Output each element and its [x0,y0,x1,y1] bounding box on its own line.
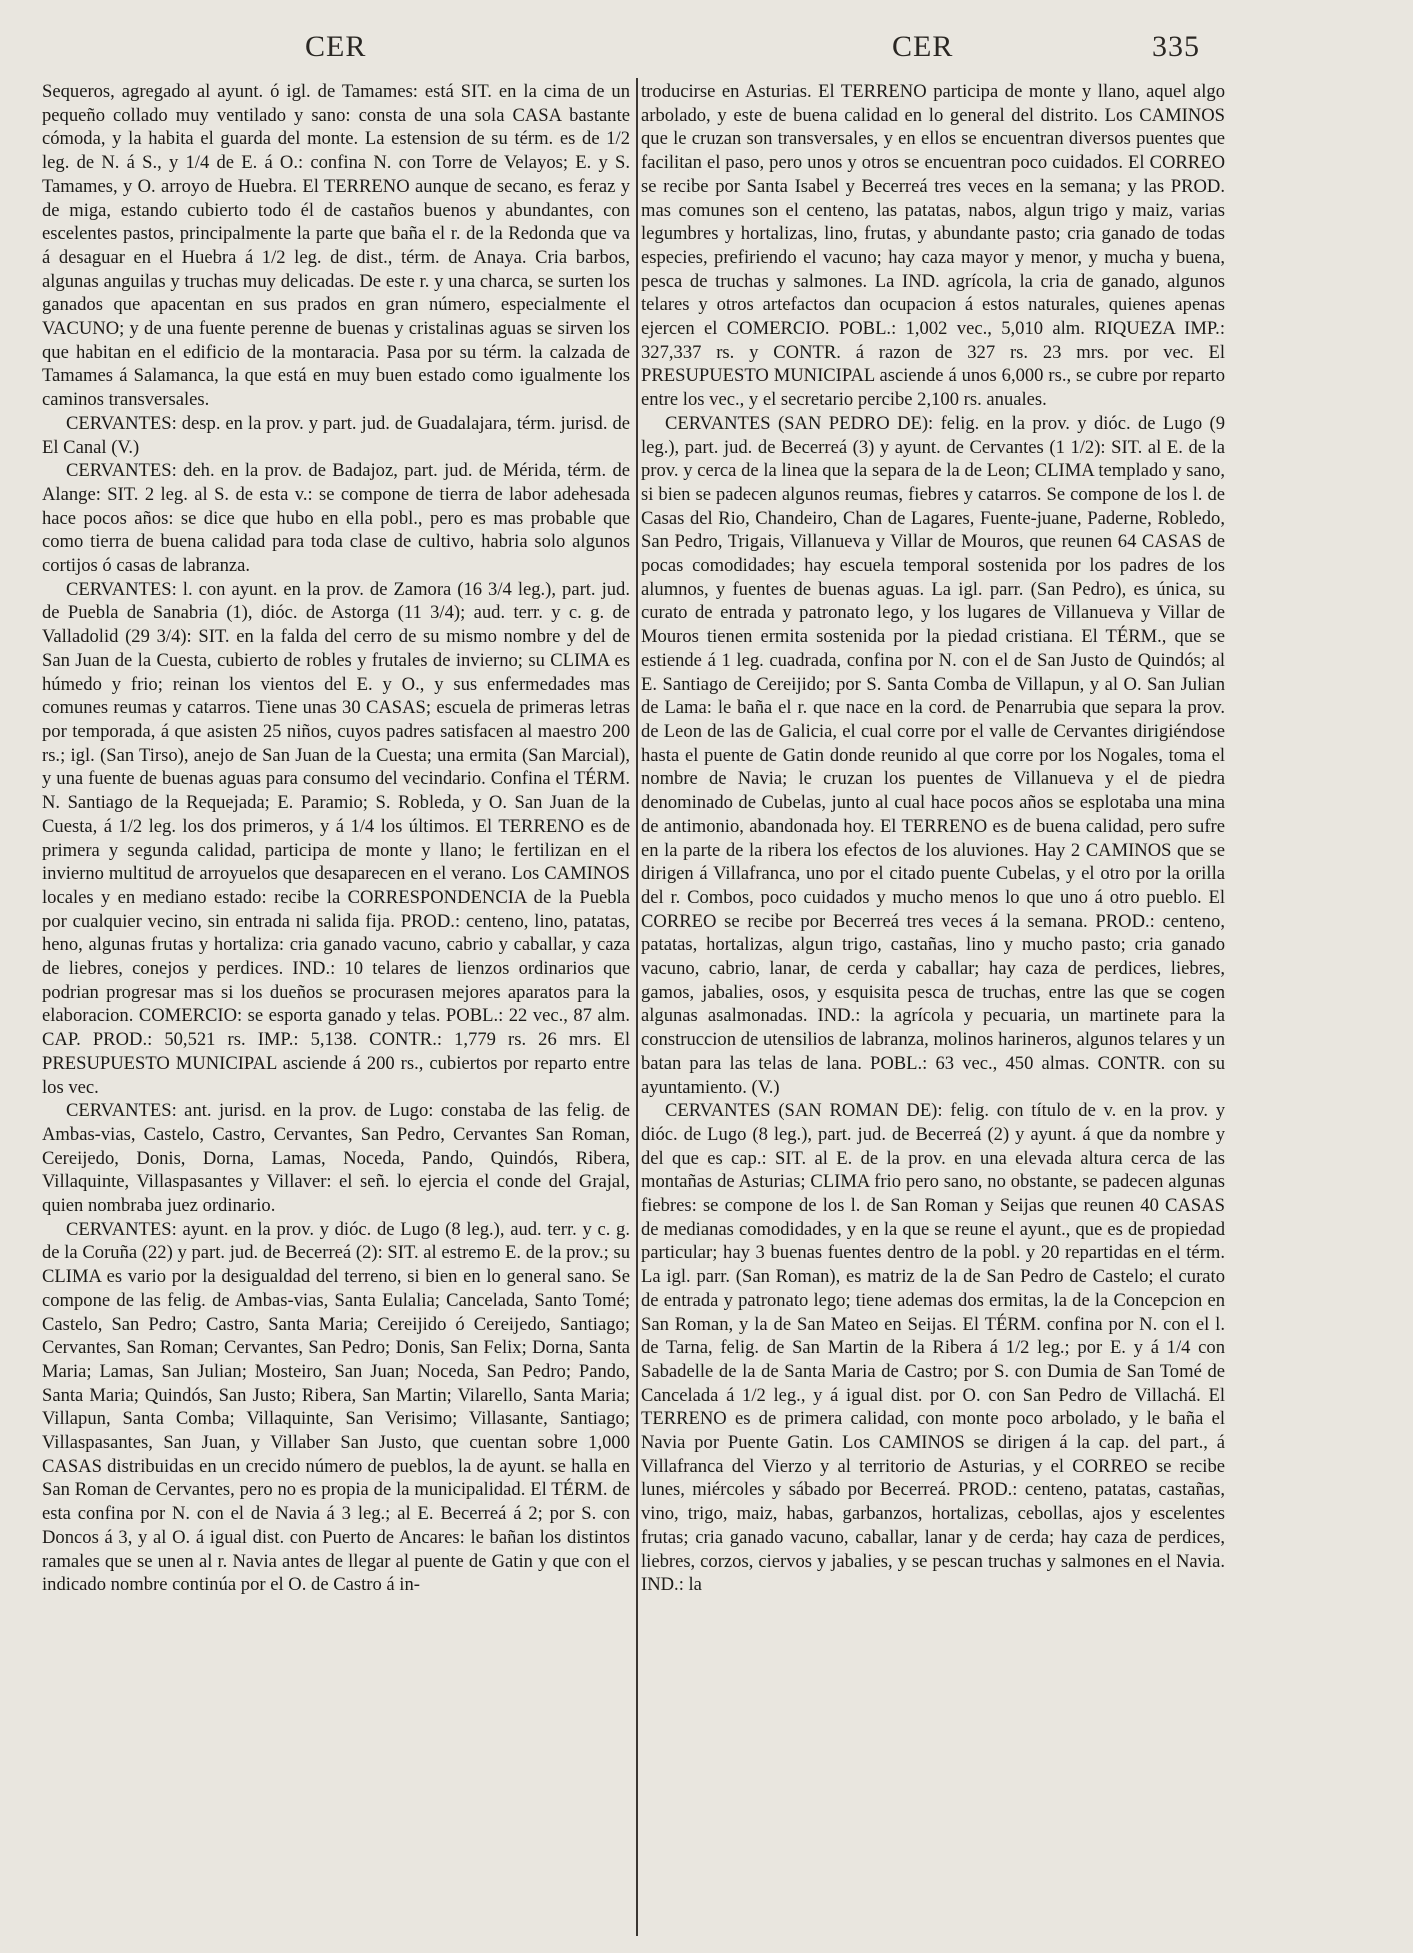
left-column [42,80,630,1597]
page-number: 335 [1152,30,1200,63]
entry-cervantes-zamora: CERVANTES: l. con ayunt. en la prov. de Zamora (16 3/4 leg.), part. jud. de Puebla de Sanabria (1), dióc. de Astorga (11 3/4); aud. terr. y c. g. de Valladolid (29 3/4): SIT. en la falda del cerro de su mismo nombre y del de San Juan de la Cuesta, cubierto de robles y frutales de invierno; su CLIMA es húmedo y frio; reinan los vientos del E. y O., y sus enfermedades mas comunes reumas y catarros. Tiene unas 30 CASAS; escuela de primeras letras por temporada, á que asisten 25 niños, cuyos padres satisfacen al maestro 200 rs.; igl. (San Tirso), anejo de San Juan de la Cuesta; una ermita (San Marcial), y una fuente de buenas aguas para consumo del vecindario. Confina el TÉRM. N. Santiago de la Requejada; E. Paramio; S. Robleda, y O. San Juan de la Cuesta, á 1/2 leg. los dos primeros, y á 1/4 los últimos. El TERRENO es de primera y segunda calidad, participa de monte y llano; le fertilizan en el invierno multitud de arroyuelos que desaparecen en el verano. Los CAMINOS locales y en mediano estado: recibe la CORRESPONDENCIA de la Puebla por cualquier vecino, sin entrada ni salida fija. PROD.: centeno, lino, patatas, heno, algunas frutas y hortaliza: cria ganado vacuno, cabrio y caballar, y caza de liebres, conejos y perdices. IND.: 10 telares de lienzos ordinarios que podrian progresar mas si los dueños se procurasen mejores aparatos para la elaboracion. COMERCIO: se esporta ganado y telas. POBL.: 22 vec., 87 alm. CAP. PROD.: 50,521 rs. IMP.: 5,138. CONTR.: 1,779 rs. 26 mrs. El PRESUPUESTO MUNICIPAL asciende á 200 rs., cubiertos por reparto entre los vec. [42,578,630,1098]
running-head-left: CER [305,30,367,63]
column-divider [636,78,638,1936]
entry-cervantes-san-roman: CERVANTES (SAN ROMAN DE): felig. con título de v. en la prov. y dióc. de Lugo (8 leg.), part. jud. de Becerreá (2) y ayunt. á que da nombre y del que es cap.: SIT. al E. de la prov. en una elevada altura cerca de las montañas de Asturias; CLIMA frio pero sano, no obstante, se padecen algunas fiebres: se compone de los l. de San Roman y Seijas que reunen 40 CASAS de medianas comodidades, y en la que se reune el ayunt., que es de propiedad particular; hay 3 buenas fuentes dentro de la pobl. y 20 repartidas en el térm. La igl. parr. (San Roman), es matriz de la de San Pedro de Castelo; el curato de entrada y patronato lego; tiene ademas dos ermitas, la de la Concepcion en San Roman, y la de San Mateo en Seijas. El TÉRM. confina por N. con el l. de Tarna, felig. de San Martin de la Ribera á 1/2 leg.; por E. y á 1/4 con Sabadelle de la de Santa Maria de Castro; por S. con Dumia de San Tomé de Cancelada á 1/2 leg., y á igual dist. por O. con San Pedro de Villachá. El TERRENO es de primera calidad, con monte poco arbolado, y le baña el Navia por Puente Gatin. Los CAMINOS se dirigen á la cap. del part., á Villafranca del Vierzo y al territorio de Asturias, y el CORREO se recibe lunes, miércoles y sábado por Becerreá. PROD.: centeno, patatas, castañas, vino, trigo, maiz, habas, garbanzos, hortalizas, cebollas, ajos y escelentes frutas; cria ganado vacuno, caballar, lanar y de cerda; hay caza de perdices, liebres, corzos, ciervos y jabalies, y se pescan truchas y salmones en el Navia. IND.: la [641,1100,1225,1596]
entry-cervantes-san-pedro: CERVANTES (SAN PEDRO DE): felig. en la prov. y dióc. de Lugo (9 leg.), part. jud. de Becerreá (3) y ayunt. de Cervantes (1 1/2): SIT. al E. de la prov. y cerca de la linea que la separa de la de Leon; CLIMA templado y sano, si bien se padecen algunos reumas, fiebres y catarros. Se compone de los l. de Casas del Rio, Chandeiro, Chan de Lagares, Fuente-juane, Paderne, Robledo, San Pedro, Trigais, Villanueva y Villar de Mouros, que reunen 64 CASAS de pocas comodidades; hay escuela temporal sostenida por los padres de los alumnos, y fuentes de buenas aguas. La igl. parr. (San Pedro), es única, su curato de entrada y patronato lego, y los lugares de Villanueva y Villar de Mouros tienen ermita sostenida por la piedad cristiana. El TÉRM., que se estiende á 1 leg. cuadrada, confina por N. con el de San Justo de Quindós; al E. Santiago de Cereijido; por S. Santa Comba de Villapun, y al O. San Julian de Lama: le baña el r. que nace en la cord. de Penarrubia que separa la prov. de Leon de las de Galicia, el cual corre por el valle de Cervantes dirigiéndose hasta el puente de Gatin donde reunido al que corre por los Nogales, toma el nombre de Navia; le cruzan los puentes de Villanueva y el de piedra denominado de Cubelas, junto al cual hace pocos años se esplotaba una mina de antimonio, abandonada hoy. El TERRENO es de buena calidad, pero sufre en la parte de la ribera los efectos de los aluviones. Hay 2 CAMINOS que se dirigen á Villafranca, uno por el citado puente Cubelas, y el otro por la orilla del r. Combos, poco cuidados y mucho menos lo que uno á otro pueblo. El CORREO se recibe por Becerreá tres veces á la semana. PROD.: centeno, patatas, hortalizas, algun trigo, castañas, lino y mucho pasto; cria ganado vacuno, cabrio, lanar, de cerda y caballar; hay caza de perdices, liebres, gamos, jabalies, osos, y esquisita pesca de truchas, entre las que se cogen algunas asalmonadas. IND.: la agrícola y pecuaria, un martinete para la construccion de utensilios de labranza, molinos harineros, algunos telares y un batan para las telas de lana. POBL.: 63 vec., 450 almas. CONTR. con su ayuntamiento. (V.) [641,412,1225,1098]
entry-cervantes-guadalajara: CERVANTES: desp. en la prov. y part. jud. de Guadalajara, térm. jurisd. de El Canal (V.) [42,412,630,458]
entry-cervantes-jurisd-lugo: CERVANTES: ant. jurisd. en la prov. de Lugo: constaba de las felig. de Ambas-vias, Castelo, Castro, Cervantes, San Pedro, Cervantes San Roman, Cereijedo, Donis, Dorna, Lamas, Noceda, Pando, Quindós, Ribera, Villaquinte, Villaspasantes y Villaver: el señ. lo ejercia el conde del Grajal, quien nombraba juez ordinario. [42,1100,630,1217]
entry-continuation: Sequeros, agregado al ayunt. ó igl. de Tamames: está SIT. en la cima de un pequeño collado muy ventilado y sano: consta de una sola CASA bastante cómoda, y la habita el guarda del monte. La estension de su térm. es de 1/2 leg. de N. á S., y 1/4 de E. á O.: confina N. con Torre de Velayos; E. y S. Tamames, y O. arroyo de Huebra. El TERRENO aunque de secano, es feraz y de miga, estando cubierto todo él de castaños buenos y abundantes, con escelentes pastos, principalmente la parte que baña el r. de la Redonda que va á desaguar en el Huebra á 1/2 leg. de dist., térm. de Anaya. Cria barbos, algunas anguilas y truchas muy delicadas. De este r. y una charca, se surten los ganados que apacentan en sus prados en gran número, especialmente el VACUNO; y de una fuente perenne de buenas y cristalinas aguas se sirven los que habitan en el edificio de la montaracia. Pasa por su térm. la calzada de Tamames á Salamanca, la que está en muy buen estado como igualmente los caminos transversales. [42,81,630,411]
entry-continuation: troducirse en Asturias. El TERRENO participa de monte y llano, aquel algo arbolado, y este de buena calidad en lo general del distrito. Los CAMINOS que le cruzan son transversales, y en ellos se encuentran diversos puentes que facilitan el paso, pero unos y otros se encuentran poco cuidados. El CORREO se recibe por Santa Isabel y Becerreá tres veces en la semana; y las PROD. mas comunes son el centeno, las patatas, nabos, algun trigo y maiz, varias legumbres y hortalizas, lino, frutas, y abundante pasto; cria ganado de todas especies, prefiriendo el vacuno; hay caza mayor y menor, y mucha y buena, pesca de truchas y salmones. La IND. agrícola, la cria de ganado, algunos telares y otros artefactos dan ocupacion á estos naturales, quienes apenas ejercen el COMERCIO. POBL.: 1,002 vec., 5,010 alm. RIQUEZA IMP.: 327,337 rs. y CONTR. á razon de 327 rs. 23 mrs. por vec. El PRESUPUESTO MUNICIPAL asciende á unos 6,000 rs., se cubre por reparto entre los vec., y el secretario percibe 2,100 rs. anuales. [641,81,1225,411]
entry-cervantes-ayunt-lugo: CERVANTES: ayunt. en la prov. y dióc. de Lugo (8 leg.), aud. terr. y c. g. de la Coruña (22) y part. jud. de Becerreá (2): SIT. al estremo E. de la prov.; su CLIMA es vario por la desigualdad del terreno, si bien en lo general sano. Se compone de las felig. de Ambas-vias, Santa Eulalia; Cancelada, Santo Tomé; Castelo, San Pedro; Castro, Santa Maria; Cereijido ó Cereijedo, Santiago; Cervantes, San Roman; Cervantes, San Pedro; Donis, San Felix; Dorna, Santa Maria; Lamas, San Julian; Mosteiro, San Juan; Noceda, San Pedro; Pando, Santa Maria; Quindós, San Justo; Ribera, San Martin; Vilarello, Santa Maria; Villapun, Santa Comba; Villaquinte, San Verisimo; Villasante, Santiago; Villaspasantes, San Juan, y Villaber San Justo, que cuentan sobre 1,000 CASAS distribuidas en un crecido número de pueblos, la de ayunt. se halla en San Roman de Cervantes, pero no es propia de la municipalidad. El TÉRM. de esta confina por N. con el de Navia á 3 leg.; al E. Becerreá á 2; por S. con Doncos á 3, y al O. á igual dist. con Puerto de Ancares: le bañan los distintos ramales que se unen al r. Navia antes de llegar al puente de Gatin y que con el indicado nombre continúa por el O. de Castro á in- [42,1218,630,1596]
running-head-right: CER [892,30,954,63]
right-column [641,80,1225,1597]
entry-cervantes-badajoz: CERVANTES: deh. en la prov. de Badajoz, part. jud. de Mérida, térm. de Alange: SIT. 2 leg. al S. de esta v.: se compone de tierra de labor adehesada hace pocos años: se dice que hubo en ella pobl., pero es mas probable que como tierra de buena calidad para toda clase de cultivo, habria solo algunos cortijos ó casas de labranza. [42,460,630,577]
